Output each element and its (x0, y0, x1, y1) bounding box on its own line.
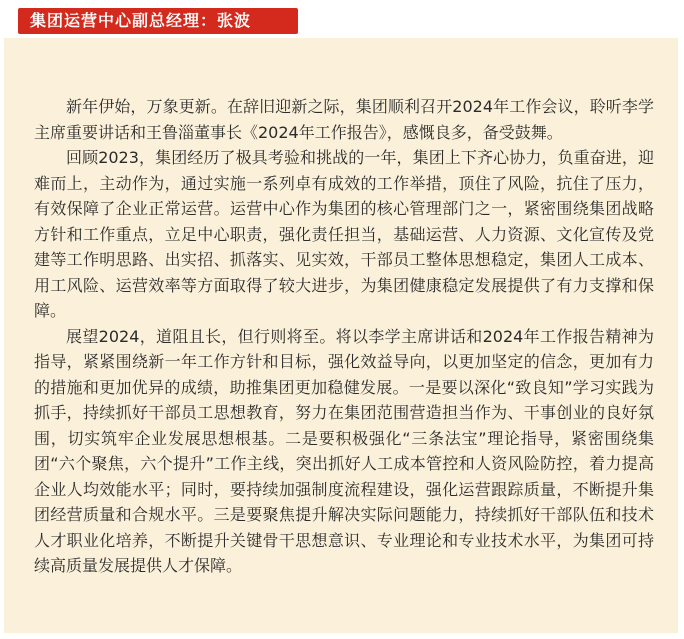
article-body (4, 38, 678, 633)
paragraph-outlook-2024: 展望2024，道阻且长，但行则将至。将以李学主席讲话和2024年工作报告精神为指导，紧紧围绕新一年工作方针和目标，强化效益导向，以更加坚定的信念，更加有力的措施和更加优异的成绩，助推集团更加稳健发展。一是要以深化“致良知”学习实践为抓手，持续抓好干部员工思想教育，努力在集团范围营造担当作为、干事创业的良好氛围，切实筑牢企业发展思想根基。二是要积极强化“三条法宝”理论指导，紧密围绕集团“六个聚焦，六个提升”工作主线，突出抓好人工成本管控和人资风险防控，着力提高企业人均效能水平；同时，要持续加强制度流程建设，强化运营跟踪质量，不断提升集团经营质量和合规水平。三是要聚焦提升解决实际问题能力，持续抓好干部队伍和技术人才职业化培养，不断提升关键骨干思想意识、专业理论和专业技术水平，为集团可持续高质量发展提供人才保障。 (34, 326, 654, 575)
section-title-tag: 集团运营中心副总经理：张波 (18, 8, 298, 34)
paragraph-opening: 新年伊始，万象更新。在辞旧迎新之际，集团顺利召开2024年工作会议，聆听李学主席重要讲话和王鲁淄董事长《2024年工作报告》，感慨良多，备受鼓舞。 (34, 97, 654, 142)
paragraph-review-2023: 回顾2023，集团经历了极具考验和挑战的一年，集团上下齐心协力，负重奋进，迎难而上，主动作为，通过实施一系列卓有成效的工作举措，顶住了风险，抗住了压力，有效保障了企业正常运营。运营中心作为集团的核心管理部门之一，紧密围绕集团战略方针和工作重点，立足中心职责，强化责任担当，基础运营、人力资源、文化宣传及党建等工作明思路、出实招、抓落实、见实效，干部员工整体思想稳定，集团人工成本、用工风险、运营效率等方面取得了较大进步，为集团健康稳定发展提供了有力支撑和保障。 (34, 148, 654, 320)
